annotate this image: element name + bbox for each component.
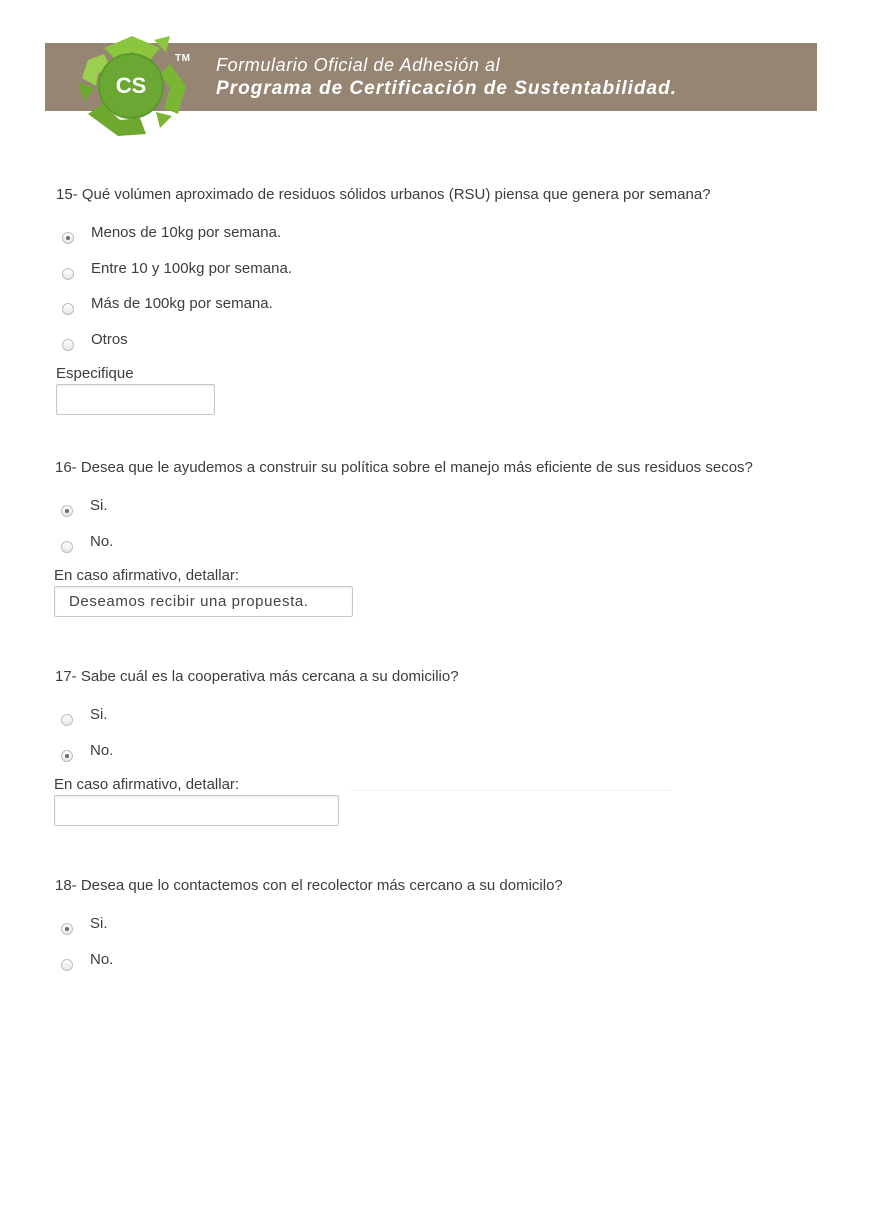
detallar-input-q16[interactable]: Deseamos recibir una propuesta. [54,586,353,617]
option-q15-otros[interactable] [62,329,128,349]
detallar-input-q17[interactable] [54,795,339,826]
option-q15-menos-10kg[interactable] [62,222,281,242]
trademark-mark: TM [175,53,191,64]
option-label: Otros [91,330,128,348]
option-label: Si. [90,496,108,514]
option-label: No. [90,741,114,759]
question-17-text: 17- Sabe cuál es la cooperativa más cercana a su domicilio? [55,668,459,685]
option-q17-si[interactable] [61,704,108,724]
especifique-label: Especifique [56,365,134,382]
option-label: Más de 100kg por semana. [91,294,273,312]
option-label: Entre 10 y 100kg por semana. [91,259,292,277]
radio-button[interactable] [62,339,74,351]
detallar-label-q16: En caso afirmativo, detallar: [54,567,240,584]
option-q16-si[interactable] [61,495,108,515]
option-q18-no[interactable] [61,949,113,969]
option-q15-mas-100kg[interactable] [62,293,273,313]
question-16-text: 16- Desea que le ayudemos a construir su política sobre el manejo más eficiente de sus residuos secos? [55,459,753,476]
option-q17-no[interactable] [61,740,113,760]
svg-text:CS: CS [115,73,147,98]
radio-button-checked[interactable] [62,232,74,244]
radio-button[interactable] [62,303,74,315]
header-title-line2: Programa de Certificación de Sustentabilidad. [216,78,677,99]
option-q16-no[interactable] [61,531,113,551]
faint-divider [350,790,670,791]
detallar-label-q17: En caso afirmativo, detallar: [54,776,240,793]
question-18-text: 18- Desea que lo contactemos con el recolector más cercano a su domicilo? [55,877,563,894]
recycle-logo-icon [74,30,190,140]
option-label: Menos de 10kg por semana. [91,223,282,241]
option-label: No. [90,950,114,968]
radio-button-checked[interactable] [61,505,73,517]
option-q15-entre-10-100kg[interactable] [62,258,292,278]
radio-button[interactable] [61,959,73,971]
radio-button[interactable] [61,541,73,553]
radio-button[interactable] [61,714,73,726]
question-15-text: 15- Qué volúmen aproximado de residuos sólidos urbanos (RSU) piensa que genera por semana? [56,186,711,203]
radio-button[interactable] [62,268,74,280]
especifique-input[interactable] [56,384,215,415]
option-label: Si. [90,914,108,932]
option-label: Si. [90,705,108,723]
radio-button-checked[interactable] [61,750,73,762]
header-title-line1: Formulario Oficial de Adhesión al [216,55,501,75]
radio-button-checked[interactable] [61,923,73,935]
option-label: No. [90,532,114,550]
option-q18-si[interactable] [61,913,108,933]
